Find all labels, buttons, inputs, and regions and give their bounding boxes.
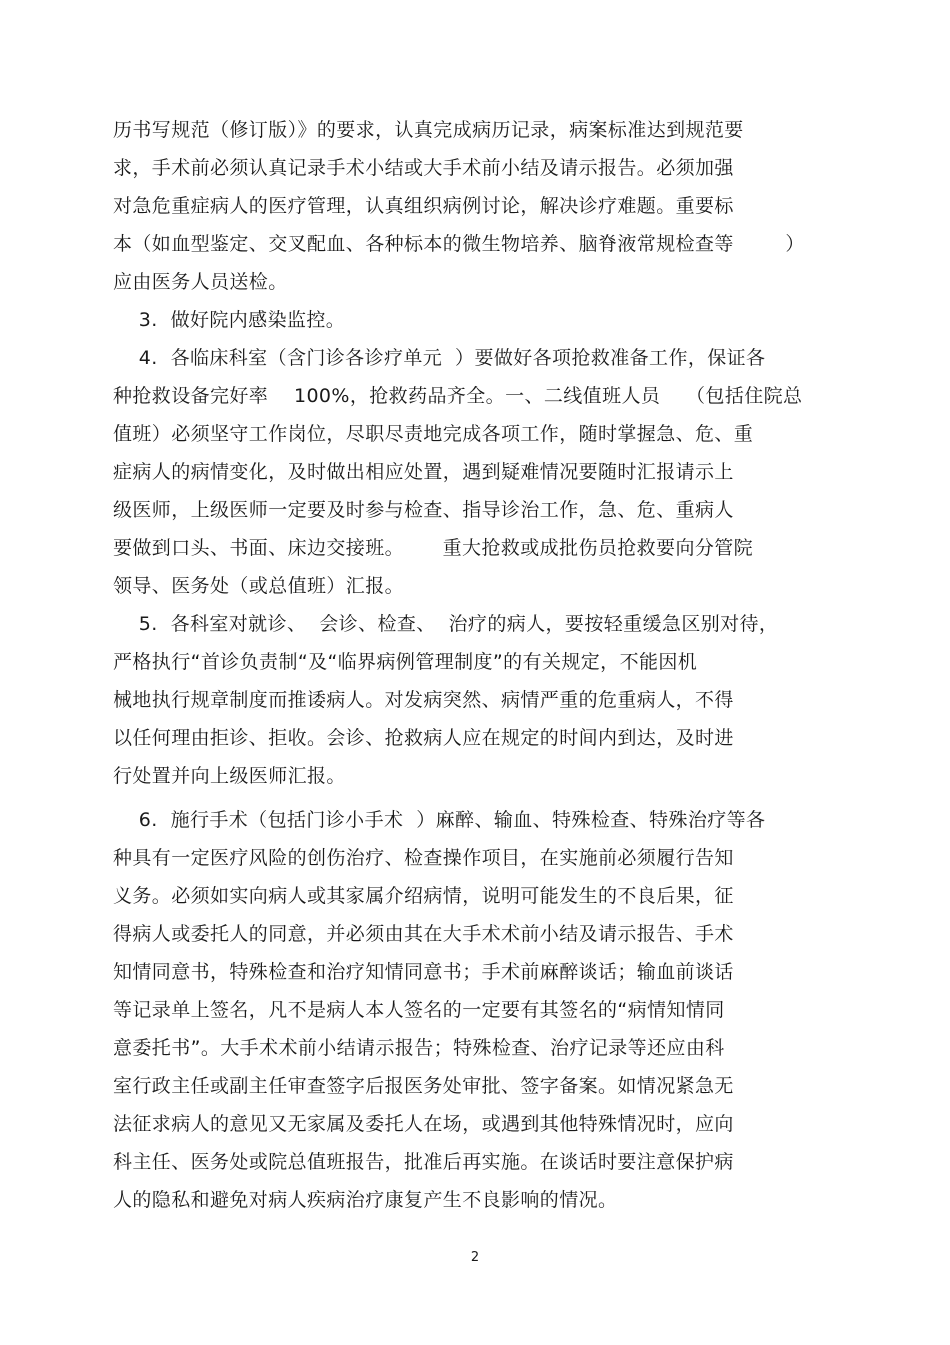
text-line: 历书写规范（修订版）》的要求，认真完成病历记录，病案标准达到规范要 <box>113 119 744 141</box>
text-line: 症病人的病情变化，及时做出相应处置，遇到疑难情况要随时汇报请示上 <box>113 461 734 483</box>
text-line: 得病人或委托人的同意，并必须由其在大手术术前小结及请示报告、手术 <box>113 923 734 945</box>
text-line: 6. 施行手术（包括门诊小手术 ）麻醉、输血、特殊检查、特殊治疗等各 <box>113 809 766 831</box>
text-line: 4. 各临床科室（含门诊各诊疗单元 ）要做好各项抢救准备工作，保证各 <box>113 347 766 369</box>
text-line: 械地执行规章制度而推诿病人。对发病突然、病情严重的危重病人，不得 <box>113 689 734 711</box>
text-line: 意委托书”。大手术术前小结请示报告；特殊检查、治疗记录等还应由科 <box>113 1037 725 1059</box>
text-line: 对急危重症病人的医疗管理，认真组织病例讨论，解决诊疗难题。重要标 <box>113 195 734 217</box>
text-line: 以任何理由拒诊、拒收。会诊、抢救病人应在规定的时间内到达，及时进 <box>113 727 734 749</box>
text-line: 等记录单上签名，凡不是病人本人签名的一定要有其签名的“病情知情同 <box>113 999 725 1021</box>
text-line: 科主任、医务处或院总值班报告，批准后再实施。在谈话时要注意保护病 <box>113 1151 734 1173</box>
text-line: 行处置并向上级医师汇报。 <box>113 765 346 787</box>
page-number: 2 <box>470 1250 480 1265</box>
text-line: 法征求病人的意见又无家属及委托人在场，或遇到其他特殊情况时，应向 <box>113 1113 734 1135</box>
text-line: 严格执行“首诊负责制“及“临界病例管理制度”的有关规定，不能因机 <box>113 651 698 673</box>
text-line: 5. 各科室对就诊、 会诊、检查、 治疗的病人，要按轻重缓急区别对待， <box>113 613 779 635</box>
text-line: 种具有一定医疗风险的创伤治疗、检查操作项目，在实施前必须履行告知 <box>113 847 734 869</box>
text-line: 级医师，上级医师一定要及时参与检查、指导诊治工作，急、危、重病人 <box>113 499 734 521</box>
text-line: 义务。必须如实向病人或其家属介绍病情，说明可能发生的不良后果，征 <box>113 885 734 907</box>
text-line: 室行政主任或副主任审查签字后报医务处审批、签字备案。如情况紧急无 <box>113 1075 734 1097</box>
text-line: 3. 做好院内感染监控。 <box>113 309 346 331</box>
text-line: 值班）必须坚守工作岗位，尽职尽责地完成各项工作，随时掌握急、危、重 <box>113 423 754 445</box>
text-line: 种抢救设备完好率 100%，抢救药品齐全。一、二线值班人员 （包括住院总 <box>113 385 803 407</box>
text-line: 领导、医务处（或总值班）汇报。 <box>113 575 405 597</box>
text-line: 本（如血型鉴定、交叉配血、各种标本的微生物培养、脑脊液常规检查等 ） <box>113 233 805 255</box>
text-line: 要做到口头、书面、床边交接班。 重大抢救或成批伤员抢救要向分管院 <box>113 537 754 559</box>
text-line: 应由医务人员送检。 <box>113 271 288 293</box>
text-line: 知情同意书，特殊检查和治疗知情同意书；手术前麻醉谈话；输血前谈话 <box>113 961 734 983</box>
text-line: 人的隐私和避免对病人疾病治疗康复产生不良影响的情况。 <box>113 1189 618 1211</box>
text-line: 求，手术前必须认真记录手术小结或大手术前小结及请示报告。必须加强 <box>113 157 734 179</box>
